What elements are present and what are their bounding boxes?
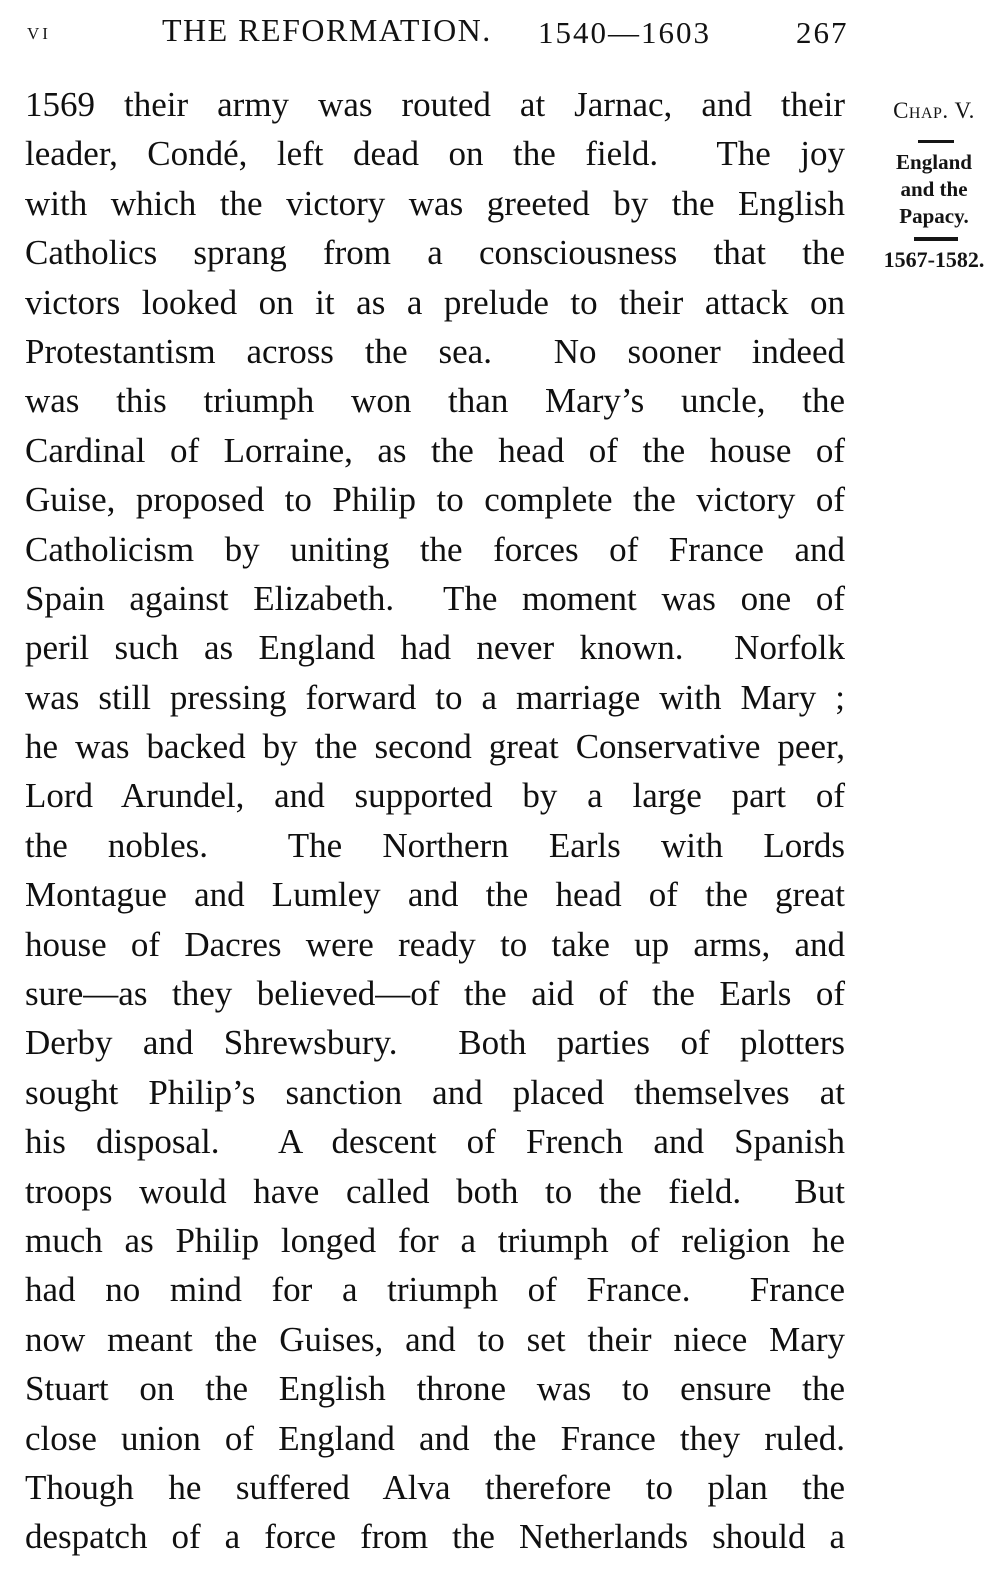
text-line: 1569 their army was routed at Jarnac, and their [25,85,845,124]
text-line: Cardinal of Lorraine, as the head of the house of [25,430,845,470]
running-title: THE REFORMATION. [162,12,492,48]
chapter-signature: vi [27,19,51,45]
text-line: Lord Arundel, and supported by a large part of [25,776,845,816]
text-line: Derby and Shrewsbury. Both parties of plotters [25,1023,845,1063]
text-line: now meant the Guises, and to set their niece Mary [25,1319,845,1359]
text-line: Catholics sprang from a consciousness that the [25,233,845,273]
margin-rule [914,237,958,241]
text-line: house of Dacres were ready to take up arms, and [25,924,845,964]
margin-topic-line: England [896,150,972,174]
text-line: peril such as England had never known. Norfolk [25,628,845,668]
text-line: Guise, proposed to Philip to complete the victory of [25,480,845,520]
text-line: Stuart on the English throne was to ensure the [25,1369,845,1409]
text-line: leader, Condé, left dead on the field. The joy [25,134,845,174]
text-line: with which the victory was greeted by the English [25,183,845,223]
page-number: 267 [796,15,849,50]
margin-topic-note [872,149,996,230]
text-line: was still pressing forward to a marriage with Mary ; [25,677,845,717]
text-line: he was backed by the second great Conservative peer, [25,727,845,767]
text-line: Montague and Lumley and the head of the great [25,875,845,915]
text-line: was this triumph won than Mary’s uncle, the [25,381,845,421]
text-line: had no mind for a triumph of France. France [25,1270,845,1310]
page-header [0,0,1000,60]
text-line: sought Philip’s sanction and placed themselves at [25,1072,845,1112]
text-line: close union of England and the France they ruled. [25,1418,845,1458]
margin-topic-line: Papacy. [899,204,969,228]
text-line: Spain against Elizabeth. The moment was one of [25,578,845,618]
margin-rule [918,140,954,143]
margin-topic-line: and the [900,177,968,201]
margin-date-range: 1567-1582. [883,247,985,272]
text-line: despatch of a force from the Netherlands should a [25,1517,845,1557]
text-line: Though he suffered Alva therefore to plan the [25,1467,845,1507]
body-text-block [25,80,845,1562]
text-line: the nobles. The Northern Earls with Lords [25,825,845,865]
margin-chapter-label: Chap. V. [893,98,975,123]
text-line: sure—as they believed—of the aid of the Earls of [25,974,845,1014]
text-line: troops would have called both to the field. But [25,1171,845,1211]
text-line: much as Philip longed for a triumph of religion he [25,1220,845,1260]
text-line: his disposal. A descent of French and Spanish [25,1122,845,1162]
header-date-range: 1540—1603 [538,15,711,50]
text-line: Protestantism across the sea. No sooner indeed [25,331,845,371]
text-line: victors looked on it as a prelude to their attack on [25,282,845,322]
text-line: Catholicism by uniting the forces of France and [25,529,845,569]
